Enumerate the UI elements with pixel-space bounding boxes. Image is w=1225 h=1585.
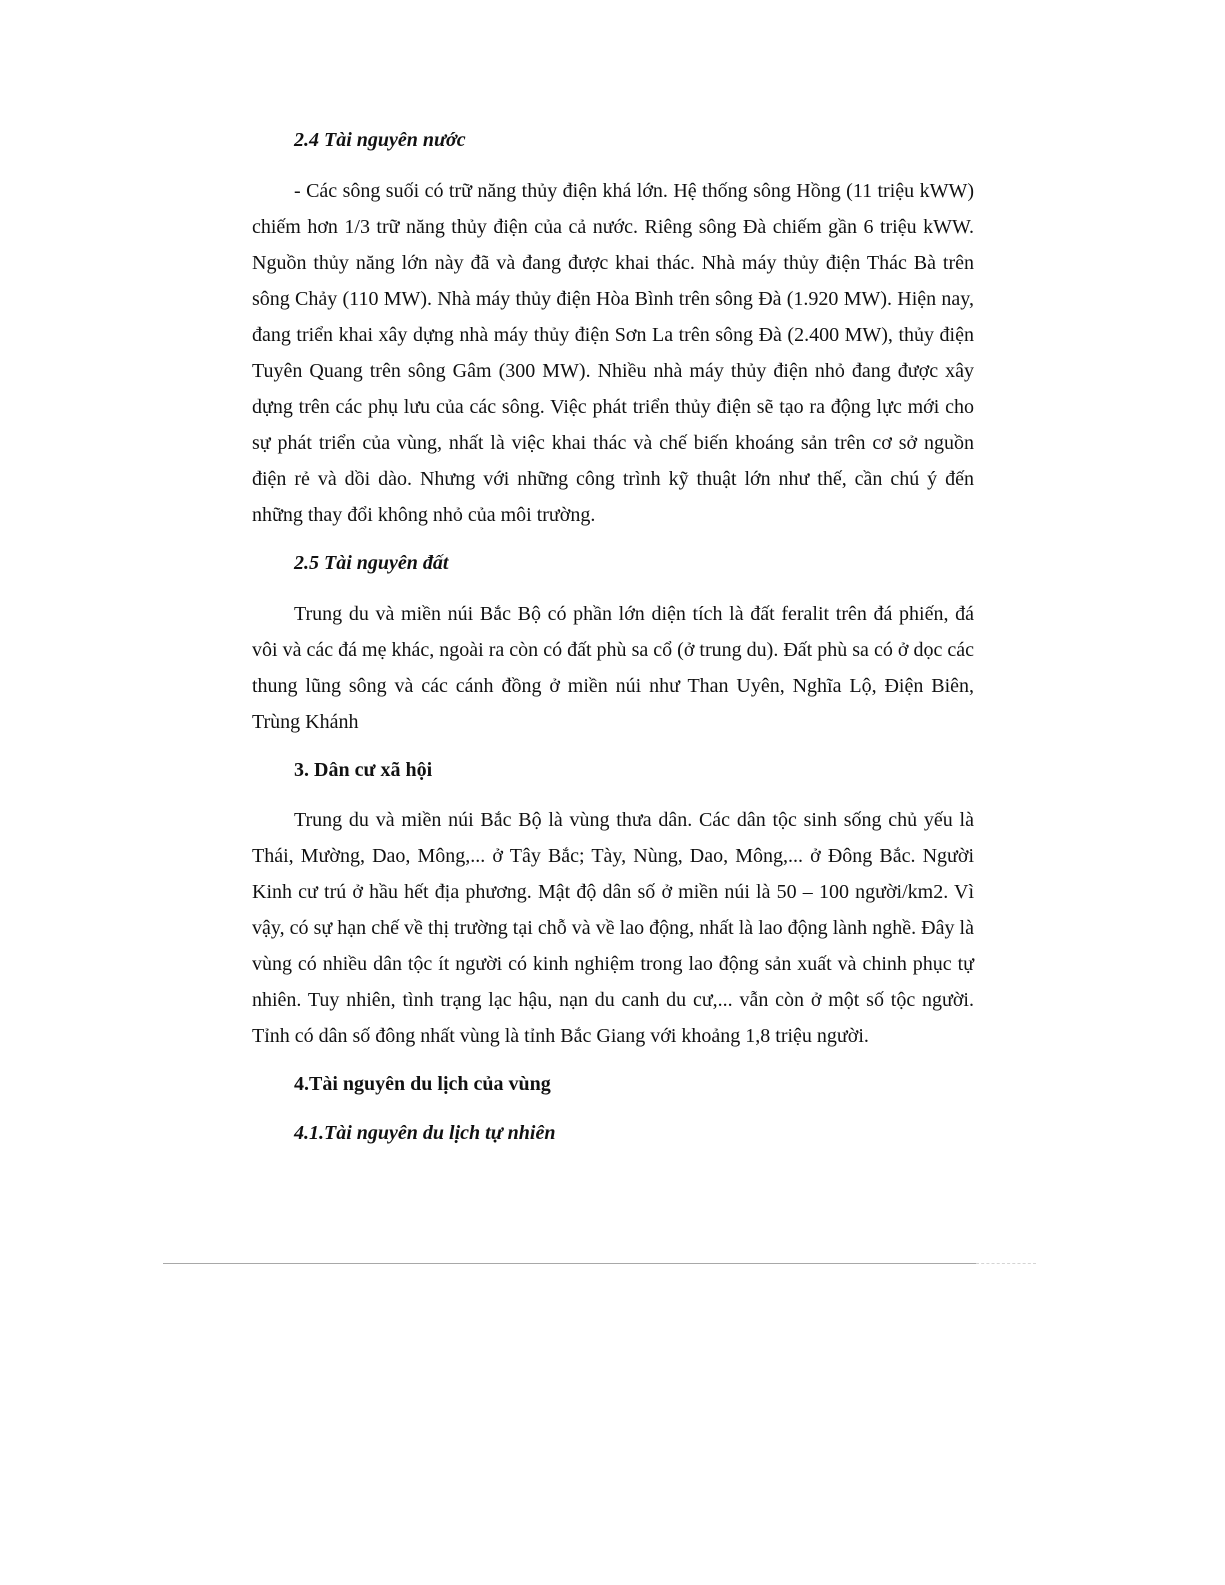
page-bottom-divider (163, 1263, 976, 1264)
section-heading-land-resources: 2.5 Tài nguyên đất (294, 552, 449, 574)
subsection-heading-natural-tourism: 4.1.Tài nguyên du lịch tự nhiên (294, 1122, 556, 1144)
document-page (252, 120, 974, 1151)
section-heading-population: 3. Dân cư xã hội (294, 759, 433, 781)
paragraph-water-resources: - Các sông suối có trữ năng thủy điện khá lớn. Hệ thống sông Hồng (11 triệu kWW) chiếm hơn 1/3 trữ năng thủy điện của cả nước. Riêng sông Đà chiếm gần 6 triệu kWW. Nguồn thủy năng lớn này đã và đang được khai thác. Nhà máy thủy điện Thác Bà trên sông Chảy (110 MW). Nhà máy thủy điện Hòa Bình trên sông Đà (1.920 MW). Hiện nay, đang triển khai xây dựng nhà máy thủy điện Sơn La trên sông Đà (2.400 MW), thủy điện Tuyên Quang trên sông Gâm (300 MW). Nhiều nhà máy thủy điện nhỏ đang được xây dựng trên các phụ lưu của các sông. Việc phát triển thủy điện sẽ tạo ra động lực mới cho sự phát triển của vùng, nhất là việc khai thác và chế biến khoáng sản trên cơ sở nguồn điện rẻ và dồi dào. Nhưng với những công trình kỹ thuật lớn như thế, cần chú ý đến những thay đổi không nhỏ của môi trường. (252, 180, 974, 526)
section-heading-tourism-resources: 4.Tài nguyên du lịch của vùng (294, 1073, 551, 1095)
section-heading-water-resources: 2.4 Tài nguyên nước (294, 129, 466, 151)
paragraph-population: Trung du và miền núi Bắc Bộ là vùng thưa dân. Các dân tộc sinh sống chủ yếu là Thái, Mường, Dao, Mông,... ở Tây Bắc; Tày, Nùng, Dao, Mông,... ở Đông Bắc. Người Kinh cư trú ở hầu hết địa phương. Mật độ dân số ở miền núi là 50 – 100 người/km2. Vì vậy, có sự hạn chế về thị trường tại chỗ và về lao động, nhất là lao động lành nghề. Đây là vùng có nhiều dân tộc ít người có kinh nghiệm trong lao động sản xuất và chinh phục tự nhiên. Tuy nhiên, tình trạng lạc hậu, nạn du canh du cư,... vẫn còn ở một số tộc người. Tỉnh có dân số đông nhất vùng là tỉnh Bắc Giang với khoảng 1,8 triệu người. (252, 809, 974, 1047)
page-bottom-divider-tail (976, 1263, 1036, 1264)
paragraph-land-resources: Trung du và miền núi Bắc Bộ có phần lớn diện tích là đất feralit trên đá phiến, đá vôi và các đá mẹ khác, ngoài ra còn có đất phù sa cổ (ở trung du). Đất phù sa có ở dọc các thung lũng sông và các cánh đồng ở miền núi như Than Uyên, Nghĩa Lộ, Điện Biên, Trùng Khánh (252, 603, 974, 733)
